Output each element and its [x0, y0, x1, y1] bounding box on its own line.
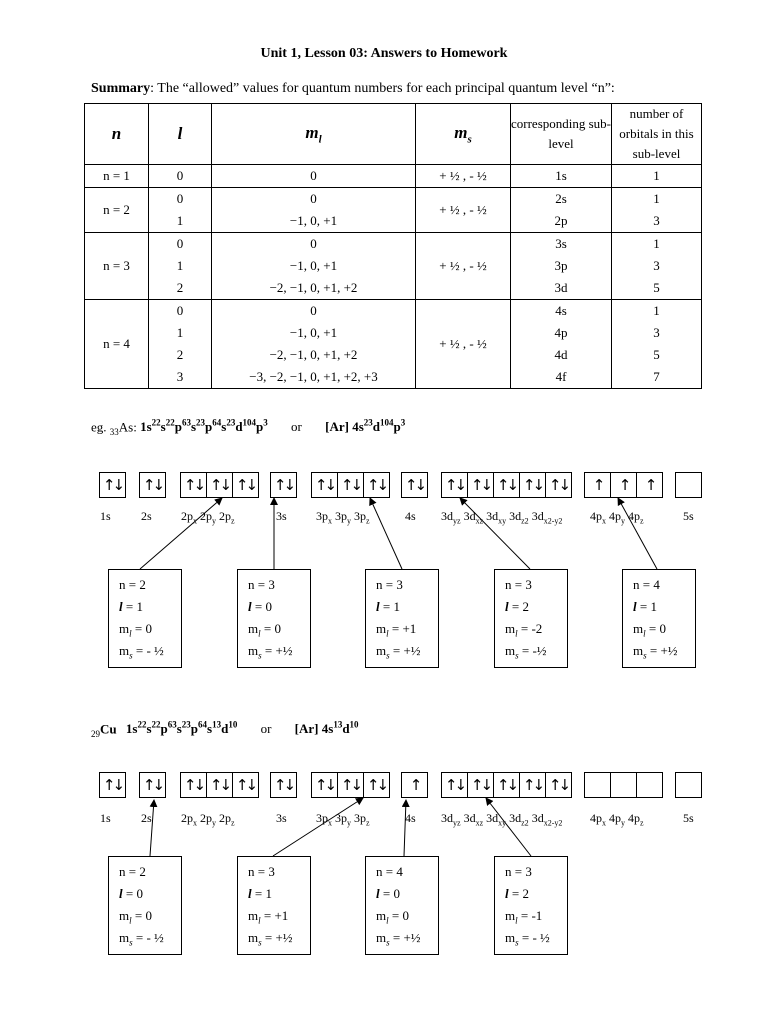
- qn-n: n = 3: [376, 577, 403, 592]
- orbital-label: 2s: [141, 509, 152, 523]
- header-n: n: [85, 104, 149, 165]
- cell-ml: 0: [212, 165, 416, 188]
- qn-l: l = 2: [505, 886, 529, 901]
- summary-label: Summary: [91, 81, 151, 96]
- paired-electron-arrows: ↑↓: [314, 776, 335, 794]
- paired-electron-arrows: ↑↓: [232, 773, 258, 797]
- paired-electron-arrows: ↑↓: [102, 476, 123, 494]
- paired-electron-arrows: ↑↓: [337, 773, 363, 797]
- pointer-arrow: [618, 498, 657, 569]
- header-sublevel: corresponding sub-level: [511, 104, 612, 165]
- cell-l: 0 1 2 3: [149, 300, 212, 389]
- cell-ms: + ½ , - ½: [416, 300, 511, 389]
- qn-ms: $m_s$ = +½: [376, 930, 421, 948]
- cell-n: n = 4: [85, 300, 149, 389]
- paired-electron-arrows: ↑↓: [519, 473, 545, 497]
- qn-ms: $m_s$ = - ½: [119, 643, 164, 661]
- copper-configuration: $_{29}$Cu $1s^{22}s^{22}p^{63}s^{23}p^{64}s^{13}d^{10}$ or [Ar] $4s^{13}d^{10}$: [91, 720, 359, 739]
- cell-ml: 0 −1, 0, +1 −2, −1, 0, +1, +2 −3, −2, −1, 0, +1, +2, +3: [212, 300, 416, 389]
- pointer-arrow: [140, 498, 222, 569]
- paired-electron-arrows: ↑↓: [444, 476, 465, 494]
- qn-ml: $m_l = 0$: [248, 621, 281, 639]
- qn-l: l = 1: [119, 599, 143, 614]
- copper-full-config: $1s^{22}s^{22}p^{63}s^{23}p^{64}s^{13}d^{10}$: [125, 720, 238, 737]
- qn-ml: $m_l = 0$: [633, 621, 666, 639]
- qn-n: n = 3: [248, 864, 275, 879]
- paired-electron-arrows: ↑↓: [142, 476, 163, 494]
- paired-electron-arrows: ↑↓: [467, 473, 493, 497]
- qn-n: n = 2: [119, 864, 146, 879]
- orbital-label: 2s: [141, 811, 152, 825]
- paired-electron-arrows: ↑↓: [493, 773, 519, 797]
- paired-electron-arrows: ↑↓: [183, 776, 204, 794]
- qn-n: n = 3: [248, 577, 275, 592]
- orbital-label: $2p_x$ $2p_y$ $2p_z$: [181, 811, 235, 828]
- cell-sublevel: 4s 4p 4d 4f: [511, 300, 612, 389]
- qn-n: n = 2: [119, 577, 146, 592]
- paired-electron-arrows: ↑↓: [337, 473, 363, 497]
- header-ms: $m_s$: [416, 104, 511, 165]
- paired-electron-arrows: ↑↓: [519, 773, 545, 797]
- cell-sublevel: 2s 2p: [511, 188, 612, 233]
- paired-electron-arrows: ↑↓: [363, 473, 389, 497]
- cell-ml: 0 −1, 0, +1 −2, −1, 0, +1, +2: [212, 233, 416, 300]
- qn-l: l = 1: [633, 599, 657, 614]
- pointer-arrow: [370, 498, 402, 569]
- orbital-label: 5s: [683, 811, 694, 825]
- qn-ml: $m_l = -2$: [505, 621, 543, 639]
- paired-electron-arrows: ↑↓: [232, 473, 258, 497]
- paired-electron-arrows: ↑↓: [363, 773, 389, 797]
- paired-electron-arrows: ↑↓: [206, 473, 232, 497]
- qn-n: n = 4: [376, 864, 403, 879]
- paired-electron-arrows: ↑↓: [444, 776, 465, 794]
- orbital-label: $3d_{yz}$ $3d_{xz}$ $3d_{xy}$ $3d_{z2}$ $3d_{x2-y2}$: [441, 811, 563, 828]
- cell-l: 0 1: [149, 188, 212, 233]
- qn-ml: $m_l = 0$: [119, 621, 152, 639]
- orbital-label: $4p_x$ $4p_y$ $4p_z$: [590, 509, 644, 526]
- qn-ms: $m_s$ = - ½: [119, 930, 164, 948]
- copper-short-config: [Ar] $4s^{13}d^{10}$: [294, 720, 359, 737]
- orbital-label: 1s: [100, 509, 111, 523]
- single-electron-arrow: ↑: [636, 473, 662, 497]
- pointer-arrow: [404, 800, 406, 856]
- orbital-label: 3s: [276, 811, 287, 825]
- cell-orbitals: 1 3 5 7: [612, 300, 702, 389]
- cell-sublevel: 3s 3p 3d: [511, 233, 612, 300]
- cell-ml: 0 −1, 0, +1: [212, 188, 416, 233]
- qn-ms: $m_s$ = +½: [376, 643, 421, 661]
- qn-l: l = 0: [119, 886, 143, 901]
- qn-ml: $m_l = 0$: [119, 908, 152, 926]
- orbital-label: 4s: [405, 811, 416, 825]
- cell-orbitals: 1 3: [612, 188, 702, 233]
- cell-sublevel: 1s: [511, 165, 612, 188]
- qn-ms: $m_s$ = +½: [248, 643, 293, 661]
- qn-n: n = 4: [633, 577, 660, 592]
- paired-electron-arrows: ↑↓: [142, 776, 163, 794]
- pointer-arrow: [273, 798, 363, 856]
- cell-l: 0: [149, 165, 212, 188]
- qn-ml: $m_l = 0$: [376, 908, 409, 926]
- arsenic-configuration: eg. $_{33}$As: $1s^{22}s^{22}p^{63}s^{23}p^{64}s^{23}d^{104}p^3$ or [Ar] $4s^{23}d^{104}p^3$: [91, 418, 406, 437]
- orbital-label: $2p_x$ $2p_y$ $2p_z$: [181, 509, 235, 526]
- single-electron-arrow: ↑: [592, 476, 603, 494]
- qn-ml: $m_l = -1$: [505, 908, 543, 926]
- paired-electron-arrows: ↑↓: [493, 473, 519, 497]
- cell-n: n = 1: [85, 165, 149, 188]
- page-title: Unit 1, Lesson 03: Answers to Homework: [260, 46, 508, 61]
- qn-ms: $m_s$ = - ½: [505, 930, 550, 948]
- single-electron-arrow: ↑: [610, 473, 636, 497]
- header-l: l: [149, 104, 212, 165]
- qn-ms: $m_s$ = +½: [633, 643, 678, 661]
- cell-ms: + ½ , - ½: [416, 165, 511, 188]
- arsenic-full-config: $1s^{22}s^{22}p^{63}s^{23}p^{64}s^{23}d^{104}p^3$: [140, 418, 268, 435]
- cell-orbitals: 1: [612, 165, 702, 188]
- qn-l: l = 1: [376, 599, 400, 614]
- single-electron-arrow: ↑: [409, 776, 420, 794]
- paired-electron-arrows: ↑↓: [545, 473, 571, 497]
- qn-n: n = 3: [505, 577, 532, 592]
- paired-electron-arrows: ↑↓: [467, 773, 493, 797]
- cell-l: 0 1 2: [149, 233, 212, 300]
- summary-text: : The “allowed” values for quantum numbers for each principal quantum level “n”:: [150, 81, 615, 96]
- paired-electron-arrows: ↑↓: [545, 773, 571, 797]
- orbital-label: $3d_{yz}$ $3d_{xz}$ $3d_{xy}$ $3d_{z2}$ $3d_{x2-y2}$: [441, 509, 563, 526]
- paired-electron-arrows: ↑↓: [102, 776, 123, 794]
- arsenic-short-config: [Ar] $4s^{23}d^{104}p^3$: [325, 418, 406, 435]
- paired-electron-arrows: ↑↓: [273, 476, 294, 494]
- orbital-label: 4s: [405, 509, 416, 523]
- paired-electron-arrows: ↑↓: [314, 476, 335, 494]
- paired-electron-arrows: ↑↓: [183, 476, 204, 494]
- paired-electron-arrows: ↑↓: [206, 773, 232, 797]
- pointer-arrow: [150, 800, 154, 856]
- qn-ms: $m_s$ = +½: [248, 930, 293, 948]
- pointer-arrow: [460, 498, 530, 569]
- qn-l: l = 0: [376, 886, 400, 901]
- qn-l: l = 2: [505, 599, 529, 614]
- orbital-label: $4p_x$ $4p_y$ $4p_z$: [590, 811, 644, 828]
- qn-n: n = 3: [505, 864, 532, 879]
- header-ml: $m_l$: [212, 104, 416, 165]
- orbital-label: 1s: [100, 811, 111, 825]
- paired-electron-arrows: ↑↓: [273, 776, 294, 794]
- orbital-label: $3p_x$ $3p_y$ $3p_z$: [316, 811, 370, 828]
- qn-ml: $m_l = +1$: [248, 908, 289, 926]
- cell-ms: + ½ , - ½: [416, 233, 511, 300]
- qn-ms: $m_s$ = -½: [505, 643, 547, 661]
- qn-l: l = 1: [248, 886, 272, 901]
- orbital-label: 5s: [683, 509, 694, 523]
- cell-n: n = 3: [85, 233, 149, 300]
- qn-l: l = 0: [248, 599, 272, 614]
- qn-ml: $m_l = +1$: [376, 621, 417, 639]
- paired-electron-arrows: ↑↓: [404, 476, 425, 494]
- header-orbitals: number of orbitals in this sub-level: [612, 104, 702, 165]
- orbital-label: 3s: [276, 509, 287, 523]
- orbital-label: $3p_x$ $3p_y$ $3p_z$: [316, 509, 370, 526]
- cell-ms: + ½ , - ½: [416, 188, 511, 233]
- cell-n: n = 2: [85, 188, 149, 233]
- cell-orbitals: 1 3 5: [612, 233, 702, 300]
- pointer-arrow: [486, 798, 531, 856]
